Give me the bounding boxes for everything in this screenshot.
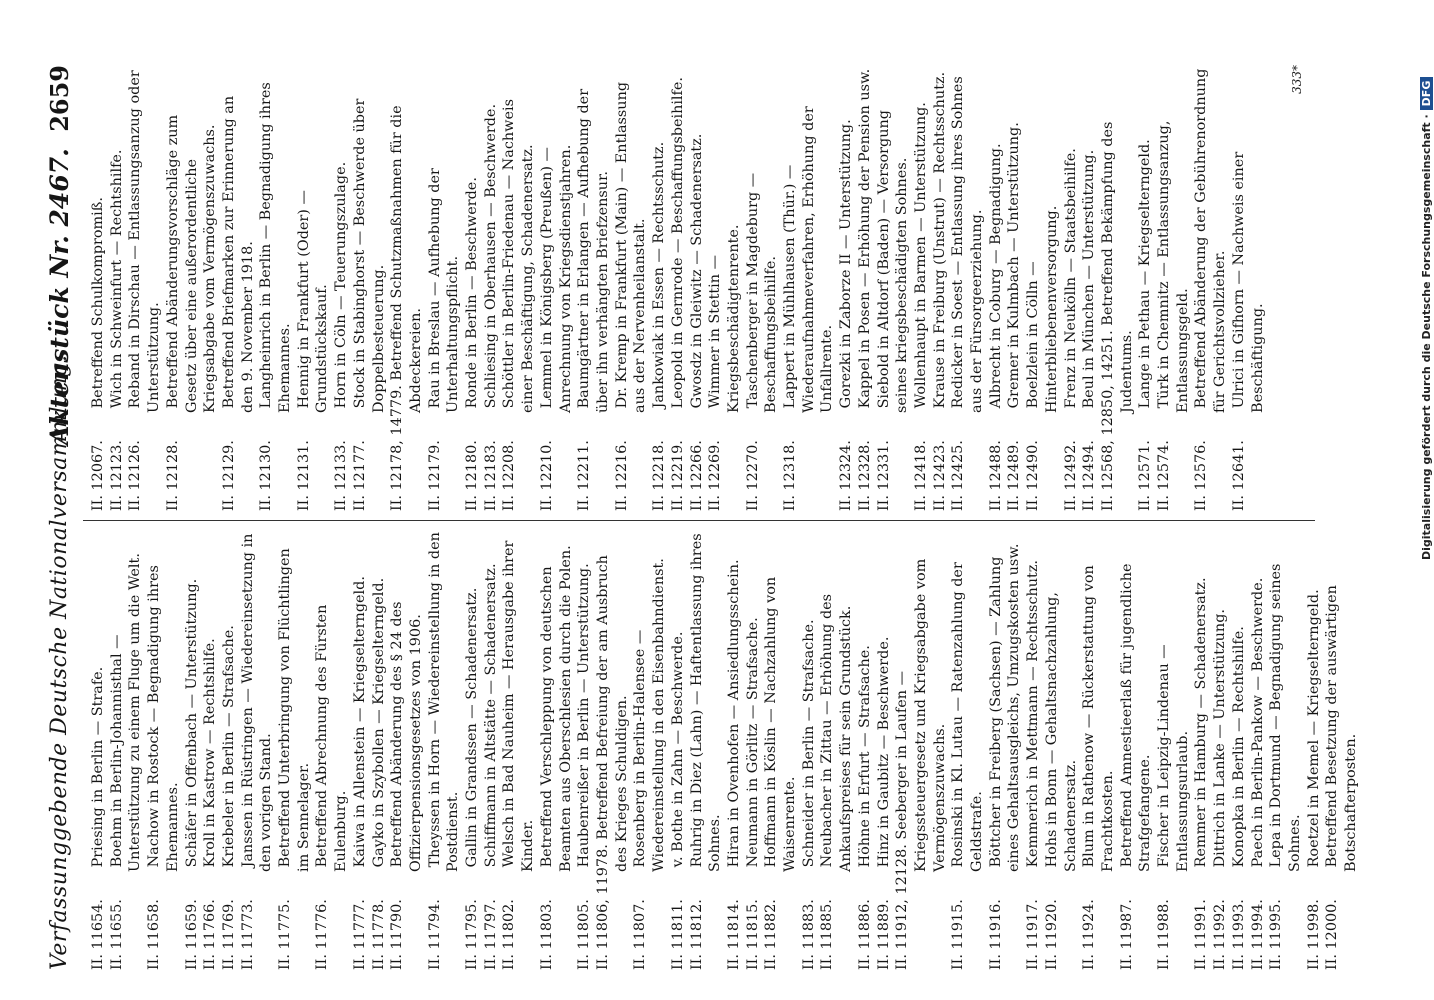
petition-entry xyxy=(1230,65,1267,511)
petition-entry xyxy=(463,65,482,511)
petition-ref: II. 11655. xyxy=(108,899,125,970)
petition-entry xyxy=(1080,65,1099,511)
petition-text: Betreffend Abänderung des § 24 des Offizierpensionsgesetzes von 1906. xyxy=(389,601,424,872)
petition-ref: II. 11790. xyxy=(389,899,406,970)
petition-ref: II. 11885. xyxy=(819,899,836,970)
petition-ref: II. 12492. xyxy=(1062,440,1079,511)
petition-text: Kappel in Posen — Erhöhung der Pension usw. xyxy=(856,68,873,409)
petition-text: Horn in Cöln — Teuerungszulage. xyxy=(333,161,350,409)
petition-entry xyxy=(276,530,313,970)
petition-text: Boelzlein in Cölln — Hinterbliebenenversorgung. xyxy=(1025,205,1060,413)
petition-entry xyxy=(1155,65,1192,511)
petition-entry xyxy=(332,65,351,511)
petition-text: Rosenberg in Berlin-Halensee — Wiedereinstellung in den Eisenbahndienst. xyxy=(632,558,668,872)
petition-entry xyxy=(594,530,631,970)
petition-text: Schliesing in Oberhausen — Beschwerde. xyxy=(482,103,499,409)
petition-text: Gayko in Szybollen — Kriegselterngeld. xyxy=(370,577,387,868)
petition-entry xyxy=(725,530,744,970)
petition-entry xyxy=(949,65,986,511)
petition-ref: II. 11916. xyxy=(987,899,1004,970)
petition-text: Albrecht in Coburg — Begnadigung. xyxy=(987,143,1004,409)
petition-entry xyxy=(688,65,707,511)
petition-ref: II. 12219. xyxy=(669,440,686,511)
petition-text: Blum in Rathenow — Rückerstattung von Frachtkosten. xyxy=(1081,565,1116,872)
petition-entry xyxy=(1192,530,1211,970)
petition-text: Fischer in Leipzig-Lindenau — Entlassungsurlaub. xyxy=(1156,644,1191,872)
petition-ref: II. 11992. xyxy=(1212,899,1229,970)
petition-ref: II. 11912, 12128. xyxy=(894,844,911,970)
petition-entry xyxy=(463,530,482,970)
petition-text: Ulrici in Gifhorn — Nachweis einer Beschäftigung. xyxy=(1230,151,1266,413)
digitization-notice xyxy=(1420,0,1433,560)
petition-text: Betreffend Bekämpfung des Judentums. xyxy=(1099,121,1135,413)
petition-entry xyxy=(1249,530,1268,970)
petition-text: Remmer in Hamburg — Schadenersatz. xyxy=(1193,577,1210,868)
petition-text: Reband in Dirschau — Entlassungsanzug oder Unterstützung. xyxy=(127,70,163,413)
petition-entry xyxy=(426,530,463,970)
petition-ref: II. 11994. xyxy=(1249,899,1266,970)
petition-text: Krause in Freiburg (Unstrut) — Rechtsschutz. xyxy=(931,71,948,409)
petition-text: Kroll in Kastrow — Rechtshilfe. xyxy=(202,638,219,868)
petition-text: Janssen in Rüstringen — Wiedereinsetzung in den vorigen Stand. xyxy=(239,533,275,872)
petition-ref: II. 11654. xyxy=(90,899,106,970)
petition-text: Gorezki in Zaborze II — Unterstützung. xyxy=(838,119,855,409)
petition-text: v. Bothe in Zahn — Beschwerde. xyxy=(669,631,686,868)
petition-text: Türk in Chemnitz — Entlassungsanzug, Entlassungsgeld. xyxy=(1156,120,1191,413)
petition-ref: II. 12129. xyxy=(220,440,237,511)
petition-entry xyxy=(370,530,389,970)
petition-ref: II. 12067. xyxy=(90,440,106,511)
petition-entry xyxy=(1043,530,1080,970)
petition-ref: II. 11775. xyxy=(277,899,294,970)
petition-ref: II. 11883. xyxy=(800,899,817,970)
petition-ref: II. 11812. xyxy=(688,899,705,970)
petition-text: Beul in München — Unterstützung. xyxy=(1081,149,1098,409)
petition-ref: II. 11805. xyxy=(576,899,593,970)
petition-text: Seeberger in Laufen — Kriegssteuergesetz und Kriegsabgabe vom Vermögenszuwachs. xyxy=(894,558,948,872)
petition-text: Frenz in Neukölln — Staatsbeihilfe. xyxy=(1062,148,1079,409)
petition-text: Kriebeler in Berlin — Strafsache. xyxy=(220,625,237,868)
petition-entry xyxy=(781,65,837,511)
petition-text: Betreffend Briefmarken zur Erinnerung an den 9. November 1918. xyxy=(220,95,256,413)
petition-text: Paech in Berlin-Pankow — Beschwerde. xyxy=(1249,577,1266,868)
petition-entry xyxy=(762,530,799,970)
petition-ref: II. 12210. xyxy=(538,440,555,511)
petition-entry xyxy=(201,530,220,970)
petition-entry xyxy=(257,65,294,511)
petition-entry xyxy=(744,65,781,511)
petition-entry xyxy=(931,65,950,511)
petition-text: Wollenhaupt in Barmen — Unterstützung. xyxy=(912,102,929,409)
petition-ref: II. 12328. xyxy=(856,440,873,511)
petition-text: Gwosdz in Gleiwitz — Schadenersatz. xyxy=(688,133,705,409)
petition-text: Kemmerich in Mettmann — Rechtsschutz. xyxy=(1025,560,1042,868)
petition-ref: II. 11889. xyxy=(875,899,892,970)
petition-text: Hennig in Frankfurt (Oder) — Grundstückskauf. xyxy=(295,190,331,413)
digitization-text: Digitalisierung gefördert durch die Deutsche Forschungsgemeinschaft · xyxy=(1420,114,1433,560)
petition-text: Schöttler in Berlin-Friedenau — Nachweis einer Beschäftigung, Schadenersatz. xyxy=(501,98,537,413)
petition-ref: II. 11766. xyxy=(202,899,219,970)
petition-entry xyxy=(482,530,501,970)
petition-text: Betreffend Abänderung der Gebührenordnung für Gerichtsvollzieher. xyxy=(1193,68,1229,413)
petition-entry xyxy=(837,65,856,511)
petition-ref: II. 12423. xyxy=(931,440,948,511)
petition-text: Roetzel in Memel — Kriegselterngeld. xyxy=(1305,589,1322,868)
petition-text: Betreffend Schulkompromiß. xyxy=(90,197,106,409)
petition-text: Taschenberger in Magdeburg — Beschaffungsbeihilfe. xyxy=(744,172,780,413)
petition-entry xyxy=(669,65,688,511)
petition-ref: II. 11915. xyxy=(950,899,967,970)
petition-entry xyxy=(183,530,202,970)
petition-ref: II. 12178, 14779. xyxy=(389,385,406,511)
petition-entry xyxy=(800,530,819,970)
petition-ref: II. 12218. xyxy=(651,440,668,511)
petition-ref: II. 11920. xyxy=(1043,899,1060,970)
aktenstueck-label: Aktenstück Nr. 2467. xyxy=(45,148,74,445)
page-number: 2659 xyxy=(45,65,74,132)
petition-ref: II. 11776. xyxy=(314,899,331,970)
petition-text: Hiran in Ovenhofen — Ansiedlungsschein. xyxy=(725,559,742,868)
petition-ref: II. 11806, 11978. xyxy=(594,844,611,970)
petition-ref: II. 12266. xyxy=(688,440,705,511)
petition-text: Rau in Breslau — Aufhebung der Unterhaltungspflicht. xyxy=(426,168,462,413)
petition-text: Welsch in Bad Nauheim — Herausgabe ihrer Kinder. xyxy=(501,540,537,872)
petition-text: Wimmer in Stettin — Kriegsbeschädigtenrente. xyxy=(707,224,742,413)
petition-ref: II. 11993. xyxy=(1230,899,1247,970)
petition-entry xyxy=(669,530,688,970)
petition-ref: II. 12489. xyxy=(1006,440,1023,511)
petition-text: Konopka in Berlin — Rechtshilfe. xyxy=(1230,626,1247,868)
petition-ref: II. 12126. xyxy=(127,440,144,511)
petition-ref: II. 12123. xyxy=(108,440,125,511)
petition-ref: II. 11882. xyxy=(763,899,780,970)
petition-text: Redicker in Soest — Entlassung ihres Sohnes aus der Fürsorgeerziehung. xyxy=(950,76,986,413)
petition-ref: II. 11987. xyxy=(1118,899,1135,970)
petition-ref: II. 12490. xyxy=(1025,440,1042,511)
petition-entry xyxy=(220,65,257,511)
petition-entry xyxy=(538,530,575,970)
petition-ref: II. 11998. xyxy=(1305,899,1322,970)
petition-entry xyxy=(818,530,855,970)
petition-text: Baumgärtner in Erlangen — Aufhebung der über ihn verhängten Briefzensur. xyxy=(576,88,611,413)
petition-text: Betreffend Abänderungsvorschläge zum Gesetz über eine außerordentliche Kriegsabgabe vom Vermögenszuwachs. xyxy=(164,114,219,413)
petition-entry xyxy=(987,530,1024,970)
petition-entry xyxy=(987,65,1006,511)
petition-text: Betreffend Besetzung der auswärtigen Botschafterposten. xyxy=(1324,585,1360,872)
petition-ref: II. 12270. xyxy=(744,440,761,511)
petition-text: Dr. Kremp in Frankfurt (Main) — Entlassung aus der Nervenheilanstalt. xyxy=(613,81,649,413)
petition-ref: II. 11777. xyxy=(351,899,368,970)
petition-entry xyxy=(351,65,388,511)
petition-ref: II. 11991. xyxy=(1193,899,1210,970)
column-divider xyxy=(83,520,1315,521)
petition-entry xyxy=(744,530,763,970)
petition-entry xyxy=(1155,530,1192,970)
petition-ref: II. 12180. xyxy=(464,440,481,511)
petition-text: Theyssen in Horn — Wiedereinstellung in den Postdienst. xyxy=(426,532,462,872)
petition-entry xyxy=(1080,530,1117,970)
petition-ref: II. 11769. xyxy=(220,899,237,970)
petition-ref: II. 12183. xyxy=(482,440,499,511)
petition-text: Hinz in Gaubitz — Beschwerde. xyxy=(875,636,892,868)
petition-entry xyxy=(575,530,594,970)
petition-entry xyxy=(500,530,537,970)
petition-ref: II. 12576. xyxy=(1193,440,1210,511)
petition-text: Hoffmann in Köslin — Nachzahlung von Waisenrente. xyxy=(763,576,799,872)
petition-text: Betreffend Befreiung der am Ausbruch des Krieges Schuldigen. xyxy=(594,555,630,872)
petition-entry xyxy=(856,65,875,511)
petition-text: Jankowiak in Essen — Rechtsschutz. xyxy=(651,141,668,409)
aktenstueck-number xyxy=(45,148,74,445)
petition-ref: II. 12494. xyxy=(1081,440,1098,511)
left-column xyxy=(89,530,1360,970)
petition-text: Langheinrich in Berlin — Begnadigung ihres Ehemannes. xyxy=(258,82,294,413)
petition-ref: II. 12211. xyxy=(576,440,593,511)
petition-ref: II. 11988. xyxy=(1156,899,1173,970)
petition-text: Haubenreißer in Berlin — Unterstützung. xyxy=(576,563,593,868)
petition-text: Lange in Pethau — Kriegselterngeld. xyxy=(1137,139,1154,409)
petition-entry xyxy=(1192,65,1229,511)
petition-entry xyxy=(631,530,668,970)
petition-entry xyxy=(613,65,650,511)
petition-entry xyxy=(1099,65,1136,511)
petition-text: Rosinski in Kl. Lutau — Ratenzahlung der Geldstrafe. xyxy=(950,562,986,872)
petition-ref: II. 12000. xyxy=(1324,899,1341,970)
petition-ref: II. 11886. xyxy=(856,899,873,970)
petition-entry xyxy=(108,65,127,511)
petition-entry xyxy=(1118,530,1155,970)
header-title: Verfassunggebende Deutsche Nationalversammlung. xyxy=(47,354,72,970)
petition-text: Schiffmann in Altstätte — Schadenersatz. xyxy=(482,563,499,868)
petition-entry xyxy=(295,65,332,511)
petition-text: Höhne in Erfurt — Strafsache. xyxy=(856,645,873,868)
petition-entry xyxy=(1136,65,1155,511)
petition-ref: II. 11659. xyxy=(183,899,200,970)
petition-ref: II. 12216. xyxy=(613,440,630,511)
petition-entry xyxy=(126,65,163,511)
petition-ref: II. 11658. xyxy=(146,899,163,970)
petition-text: Ruhrig in Diez (Lahn) — Haftentlassung ihres Sohnes. xyxy=(688,533,724,872)
petition-text: Ronde in Berlin — Beschwerde. xyxy=(464,177,481,409)
petition-ref: II. 12331. xyxy=(875,440,892,511)
signature-mark: 333* xyxy=(1290,65,1304,94)
petition-entry xyxy=(856,530,875,970)
petition-text: Priesing in Berlin — Strafe. xyxy=(90,666,106,868)
petition-text: Lemmel in Königsberg (Preußen) — Anrechnung von Kriegsdienstjahren. xyxy=(538,144,574,413)
petition-entry xyxy=(89,65,108,511)
petition-ref: II. 12571. xyxy=(1137,440,1154,511)
right-column xyxy=(89,65,1314,511)
petition-entry xyxy=(949,530,986,970)
petition-entry xyxy=(650,65,669,511)
petition-ref: II. 11995. xyxy=(1268,899,1285,970)
petition-text: Betreffend Abrechnung des Fürsten Eulenburg. xyxy=(314,604,350,872)
petition-entry xyxy=(239,530,276,970)
petition-text: Siebold in Altdorf (Baden) — Versorgung seines kriegsbeschädigten Sohnes. xyxy=(875,110,911,413)
petition-ref: II. 12128. xyxy=(164,440,181,511)
petition-ref: II. 12641. xyxy=(1230,440,1247,511)
petition-ref: II. 12425. xyxy=(950,440,967,511)
petition-ref: II. 12177. xyxy=(351,440,368,511)
petition-ref: II. 11807. xyxy=(632,899,649,970)
petition-entry xyxy=(912,65,931,511)
rotated-document-page xyxy=(45,65,1360,970)
petition-entry xyxy=(1024,65,1061,511)
page-header xyxy=(45,65,77,970)
petition-entry xyxy=(538,65,575,511)
petition-entry xyxy=(220,530,239,970)
petition-entry xyxy=(1323,530,1360,970)
petition-text: Lappert in Mühlhausen (Thür.) — Wiederaufnahmeverfahren, Erhöhung der Unfallrente. xyxy=(782,106,836,413)
petition-entry xyxy=(875,65,912,511)
petition-ref: II. 12324. xyxy=(838,440,855,511)
petition-entry xyxy=(1211,530,1230,970)
petition-entry xyxy=(313,530,350,970)
petition-entry xyxy=(164,65,220,511)
petition-entry xyxy=(1005,65,1024,511)
petition-entry xyxy=(575,65,612,511)
petition-text: Boehm in Berlin-Johannisthal — Unterstützung zu einem Fluge um die Welt. xyxy=(108,553,144,872)
petition-entry xyxy=(875,530,894,970)
petition-ref: II. 11924. xyxy=(1081,899,1098,970)
dfg-logo: DFG xyxy=(1420,77,1433,111)
petition-text: Neumann in Görlitz — Strafsache. xyxy=(744,617,761,868)
petition-ref: II. 11815. xyxy=(744,899,761,970)
petition-text: Hohs in Bonn — Gehaltsnachzahlung, Schadenersatz. xyxy=(1043,592,1079,872)
petition-ref: II. 12130. xyxy=(258,440,275,511)
petition-text: Wich in Schweinfurt — Rechtshilfe. xyxy=(108,149,125,409)
petition-entry xyxy=(688,530,725,970)
petition-ref: II. 11794. xyxy=(426,899,443,970)
petition-text: Neubacher in Zittau — Erhöhung des Ankaufspreises für sein Grundstück. xyxy=(819,593,855,872)
petition-entry xyxy=(388,530,425,970)
petition-entry xyxy=(351,530,370,970)
petition-entry xyxy=(500,65,537,511)
petition-ref: II. 11795. xyxy=(464,899,481,970)
petition-text: Gallin in Grandssen — Schadenersatz. xyxy=(464,587,481,868)
petition-text: Betreffend Amnestieerlaß für jugendliche Strafgefangene. xyxy=(1118,563,1154,872)
petition-text: Betreffend Schutzmaßnahmen für die Abdeckereien. xyxy=(389,105,424,413)
petition-entry xyxy=(1230,530,1249,970)
petition-text: Schneider in Berlin — Strafsache. xyxy=(800,619,817,868)
petition-ref: II. 11797. xyxy=(482,899,499,970)
petition-ref: II. 12418. xyxy=(912,440,929,511)
petition-entry xyxy=(1024,530,1043,970)
petition-text: Nachow in Rostock — Begnadigung ihres Ehemannes. xyxy=(146,565,181,872)
petition-ref: II. 11803. xyxy=(538,899,555,970)
petition-ref: II. 12208. xyxy=(501,440,518,511)
petition-ref: II. 12568, 12850, 14251. xyxy=(1099,330,1116,511)
petition-entry xyxy=(893,530,949,970)
petition-entry xyxy=(1305,530,1324,970)
petition-entry xyxy=(108,530,145,970)
petition-text: Böttcher in Freiberg (Sachsen) — Zahlung eines Gehaltsausgleichs, Umzugskosten usw. xyxy=(987,543,1023,872)
petition-entry xyxy=(426,65,463,511)
petition-text: Kaiwa in Allenstein — Kriegselterngeld. xyxy=(351,576,368,868)
petition-entry xyxy=(388,65,425,511)
petition-text: Betreffend Unterbringung von Flüchtlingen im Sennelager. xyxy=(277,548,312,872)
petition-entry xyxy=(145,530,182,970)
petition-text: Leopold in Gernrode — Beschaffungsbeihilfe. xyxy=(669,77,686,409)
petition-ref: II. 12318. xyxy=(782,440,799,511)
petition-ref: II. 11917. xyxy=(1025,899,1042,970)
petition-ref: II. 12488. xyxy=(987,440,1004,511)
petition-text: Dittrich in Lanke — Unterstützung. xyxy=(1212,609,1229,868)
petition-ref: II. 12179. xyxy=(426,440,443,511)
petition-ref: II. 12269. xyxy=(707,440,724,511)
petition-ref: II. 12131. xyxy=(295,440,312,511)
petition-entry xyxy=(706,65,743,511)
petition-text: Schäfer in Offenbach — Unterstützung. xyxy=(183,578,200,868)
petition-text: Lepa in Dortmund — Begnadigung seines Sohnes. xyxy=(1268,563,1303,872)
petition-ref: II. 11778. xyxy=(370,899,387,970)
petition-entry xyxy=(89,530,108,970)
petition-ref: II. 11773. xyxy=(239,899,256,970)
petition-text: Stock in Stabinghorst — Beschwerde über Doppelbesteuerung. xyxy=(351,98,387,413)
petition-ref: II. 11814. xyxy=(725,899,742,970)
petition-entry xyxy=(482,65,501,511)
petition-ref: II. 12133. xyxy=(333,440,350,511)
petition-text: Gremer in Kulmbach — Unterstützung. xyxy=(1006,122,1023,409)
petition-text: Betreffend Verschleppung von deutschen Beamten aus Oberschlesien durch die Polen. xyxy=(538,545,574,872)
petition-entry xyxy=(1062,65,1081,511)
petition-ref: II. 12574. xyxy=(1156,440,1173,511)
petition-ref: II. 11802. xyxy=(501,899,518,970)
petition-ref: II. 11811. xyxy=(669,899,686,970)
